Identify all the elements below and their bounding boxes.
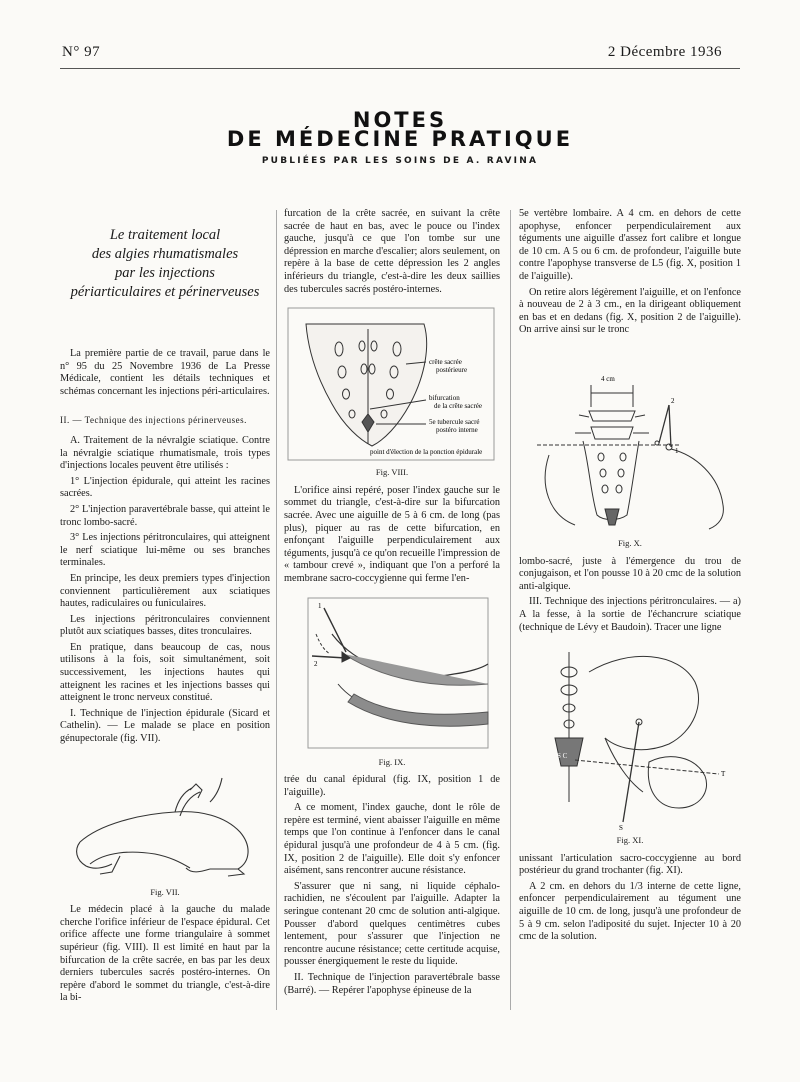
figure-caption: Fig. VII. xyxy=(150,886,180,897)
paragraph: 5e vertèbre lombaire. A 4 cm. en dehors de cette apophyse, enfoncer perpendiculairement aux téguments une aiguille d'assez fort calibre et longue de 10 cm. A 5 ou 6 cm. de profondeur, l'aiguille bute contre l'apophyse transverse de L5 (fig. X, position 1 de l'aiguille). xyxy=(519,208,741,282)
label: point d'élection de la ponction épidurale xyxy=(370,448,483,457)
article-title xyxy=(60,226,270,302)
paragraph: Les injections péritronculaires conviennent plutôt aux sciatiques basses, dites tronculaires. xyxy=(60,613,270,638)
column-2 xyxy=(284,208,500,1000)
paragraph: 2° L'injection paravertébrale basse, qui atteint le tronc lombo-sacré. xyxy=(60,503,270,528)
paragraph: On retire alors légèrement l'aiguille, et on l'enfonce à nouveau de 2 à 3 cm., en la dirigeant obliquement en bas et en dedans (fig. X, position 2 de l'aiguille). On arrive ainsi sur le tronc xyxy=(519,286,741,336)
figure-xi xyxy=(519,642,741,847)
issue-date: 2 Décembre 1936 xyxy=(607,44,722,60)
label: 2 xyxy=(314,659,318,668)
paragraph: I. Technique de l'injection épidurale (Sicard et Cathelin). — Le malade se place en position génupectorale (fig. VII). xyxy=(60,707,270,745)
label: 5e tubercule sacré xyxy=(429,418,480,427)
article-title-line: périarticulaires et périnerveuses xyxy=(70,284,260,300)
article-title-line: des algies rhumatismales xyxy=(91,246,239,262)
header-rule xyxy=(60,68,740,69)
pelvis-illustration xyxy=(519,642,741,832)
paragraph: A. Traitement de la névralgie sciatique. Contre la névralgie sciatique rhumatismale, trois types d'injections locales peuvent être utilisés : xyxy=(60,434,270,472)
figure-caption: Fig. X. xyxy=(618,537,642,548)
label: 1 xyxy=(318,601,322,610)
figure-caption: Fig. XI. xyxy=(616,835,644,846)
label: S C xyxy=(557,752,568,761)
label: postérieure xyxy=(436,366,468,375)
section-title: NOTES xyxy=(352,108,448,132)
paragraph: 1° L'injection épidurale, qui atteint les racines sacrées. xyxy=(60,475,270,500)
paragraph: furcation de la crête sacrée, en suivant la crête sacrée de haut en bas, avec le pouce ou l'index gauche, jusqu'à ce que l'on tombe sur une dépression en marche d'escalier; alors seulement, on repère à la base de cette dépression les 2 angles inférieurs du triangle, c'est-à-dire les deux saillies des tubercules sacrés postéro-internes. xyxy=(284,208,500,295)
section-heading: II. — Technique des injections périnerveuses. xyxy=(60,415,247,426)
paragraph: A ce moment, l'index gauche, dont le rôle de repère est terminé, vient abaisser l'aiguille en même temps que l'on continue à l'enfoncer dans le canal épidural jusqu'à une profondeur de 4 à 5 cm. (fig. IX, position 2 de l'aiguille). Elle doit s'y enfoncer aisément, sans rencontrer aucune résistance. xyxy=(284,802,500,877)
paragraph: S'assurer que ni sang, ni liquide céphalo-rachidien, ne s'écoulent par l'aiguille. Adapter la seringue contenant 20 cmc de solution anti-algique. Pousser d'abord quelques centimètres cubes lentement, pour s'assurer que l'injection ne rencontre aucune résistance; cette certitude acquise, pousser énergiquement le reste du liquide. xyxy=(284,880,500,968)
label: crête sacrée xyxy=(429,358,462,367)
label: 4 cm xyxy=(601,374,615,383)
issue-number: N° 97 xyxy=(62,44,101,60)
lumbar-spine-illustration xyxy=(519,345,741,535)
section-subtitle: DE MÉDECINE PRATIQUE xyxy=(226,127,574,151)
label: 2 xyxy=(671,396,675,405)
needle-insertion-illustration xyxy=(284,594,500,754)
paragraph: trée du canal épidural (fig. IX, position 1 de l'aiguille). xyxy=(284,774,500,798)
figure-caption: Fig. IX. xyxy=(378,756,406,767)
paragraph: A 2 cm. en dehors du 1/3 interne de cette ligne, enfoncer perpendiculairement au tégument une aiguille de 10 cm. de long, jusqu'à une profondeur de 5 à 9 cm. selon l'adiposité du sujet. Injecter 10 à 20 cmc de la solution. xyxy=(519,880,741,943)
column-rule xyxy=(276,210,277,1010)
paragraph: unissant l'articulation sacro-coccygienne au bord postérieur du grand trochanter (fig. XI). xyxy=(519,852,741,877)
label: S xyxy=(619,824,623,833)
article-title-line: par les injections xyxy=(115,265,215,281)
paragraph: 3° Les injections péritronculaires, qui atteignent le nerf sciatique lui-même ou ses branches terminales. xyxy=(60,532,270,569)
kneeling-patient-illustration xyxy=(60,754,270,884)
paragraph: II. Technique de l'injection paravertébrale basse (Barré). — Repérer l'apophyse épineuse de la xyxy=(284,972,500,996)
editor-line: PUBLIÉES PAR LES SOINS DE A. RAVINA xyxy=(261,156,539,166)
label: postéro interne xyxy=(436,426,478,435)
paragraph: En principe, les deux premiers types d'injection conviennent particulièrement aux sciatiques hautes, radiculaires ou funiculaires. xyxy=(60,572,270,610)
paragraph: Le médecin placé à la gauche du malade cherche l'orifice inférieur de l'espace épidural. Cet orifice affecte une forme triangulaire à sommet supérieur (fig. VIII). Il est limité en haut par la bifurcation de la crête sacrée, en bas par les deux derniers tubercules sacrés postéro-internes. On repère d'abord le sommet du triangle, c'est-à-dire la bi- xyxy=(60,904,270,1004)
article-title-line: Le traitement local xyxy=(109,227,221,243)
label: de la crête sacrée xyxy=(434,402,482,411)
paragraph: L'orifice ainsi repéré, poser l'index gauche sur le sommet du triangle, c'est-à-dire sur la bifurcation sacrée. Avec une aiguille de 5 à 6 cm. de long (pas plus), piquer au ras de cette bifurcation, en enfonçant l'aiguille perpendiculairement aux téguments, jusqu'à ce qu'on recueille l'impression de « tambour crevé », indiquant que l'on a perforé la membrane sacro-coccygienne qui ferme l'en- xyxy=(284,484,500,584)
column-3 xyxy=(519,208,741,947)
figure-viii xyxy=(284,304,500,479)
label: bifurcation xyxy=(429,394,460,403)
intro-paragraph: La première partie de ce travail, parue dans le n° 95 du 25 Novembre 1936 de La Presse Médicale, contient les détails techniques et schémas concernant les injections péri-articulaires. xyxy=(60,348,270,397)
figure-ix xyxy=(284,594,500,769)
label: 1 xyxy=(675,446,679,455)
figure-x xyxy=(519,345,741,550)
column-rule xyxy=(510,210,511,1010)
paragraph: lombo-sacré, juste à l'émergence du trou de conjugaison, et l'on pousse 10 à 20 cmc de la solution anti-algique. xyxy=(519,555,741,592)
label: T xyxy=(721,770,726,779)
figure-caption: Fig. VIII. xyxy=(375,467,409,478)
sacrum-illustration xyxy=(284,304,500,464)
paragraph: III. Technique des injections péritronculaires. — a) A la fesse, à la sortie de l'échancrure sciatique (technique de Lévy et Baudoin). Tracer une ligne xyxy=(519,596,741,633)
figure-vii xyxy=(60,754,270,899)
paragraph: En pratique, dans beaucoup de cas, nous utilisons à la fois, soit simultanément, soit successivement, les injections hautes qui atteignent les racines et les injections basses qui atteignent le tronc nerveux constitué. xyxy=(60,641,270,704)
column-1 xyxy=(60,204,270,1008)
